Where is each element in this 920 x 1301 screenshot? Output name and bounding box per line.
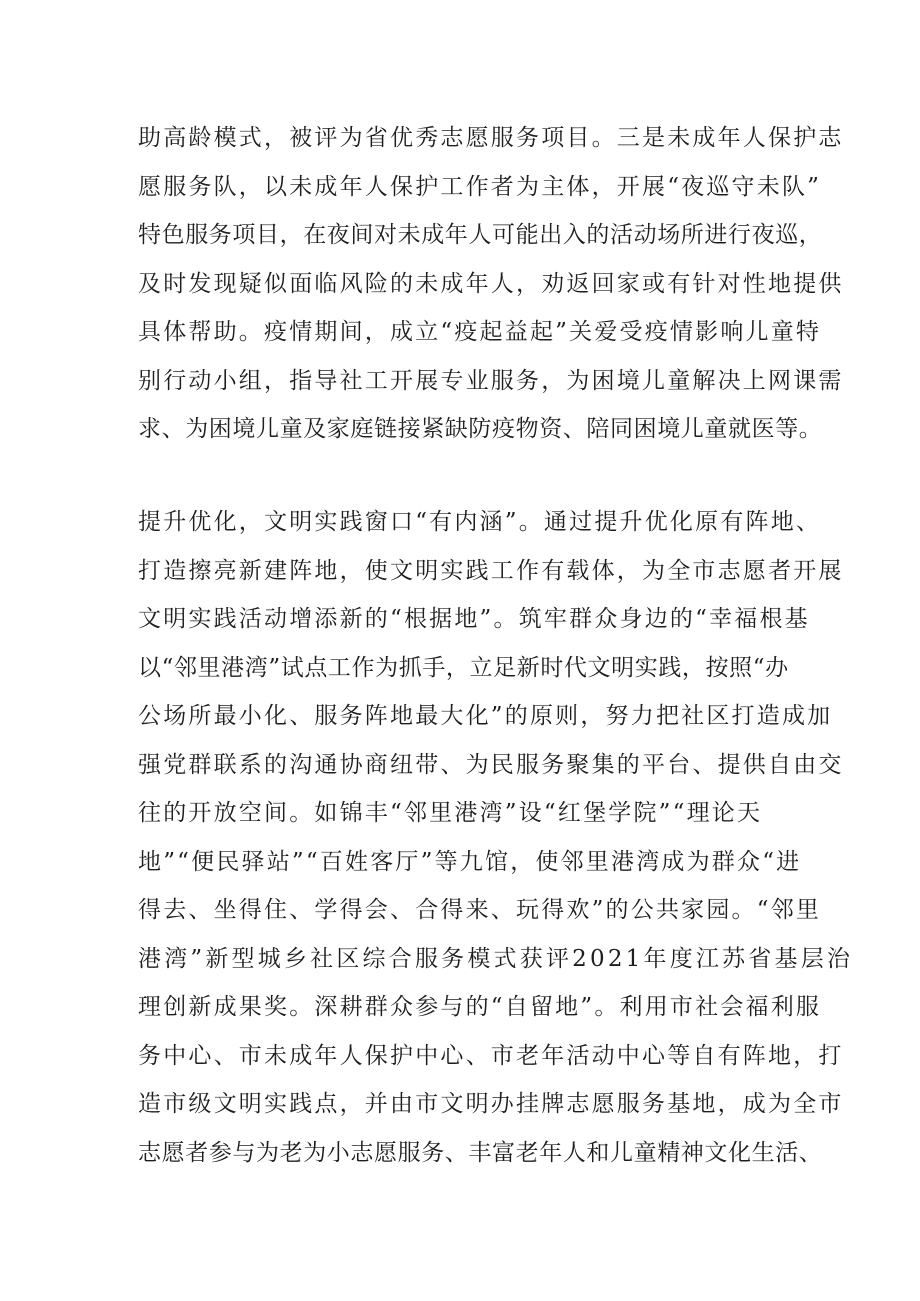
text-line: 造市级文明实践点，并由市文明办挂牌志愿服务基地，成为全市 — [138, 1091, 844, 1117]
text-line: 及时发现疑似面临风险的未成年人，劝返回家或有针对性地提供 — [138, 270, 844, 297]
text-line: 打造擦亮新建阵地，使文明实践工作有载体，为全市志愿者开展 — [138, 557, 844, 584]
paragraph-civilization-practice-window — [138, 498, 854, 1177]
text-line: 公场所最小化、服务阵地最大化”的原则，努力把社区打造成加 — [138, 703, 833, 729]
text-line: 强党群联系的沟通协商纽带、为民服务聚集的平台、提供自由交 — [138, 751, 844, 778]
text-line: 求、为困境儿童及家庭链接紧缺防疫物资、陪同困境儿童就医等。 — [138, 416, 823, 442]
text-line: 文明实践活动增添新的“根据地”。筑牢群众身边的“幸福根基 — [138, 606, 810, 632]
paragraph-volunteer-teams — [138, 114, 844, 454]
text-line: 往的开放空间。如锦丰“邻里港湾”设“红堡学院”“理论天 — [138, 800, 763, 826]
text-line: 务中心、市未成年人保护中心、市老年活动中心等自有阵地，打 — [138, 1042, 844, 1069]
text-line: 以“邻里港湾”试点工作为抓手，立足新时代文明实践，按照“办 — [138, 654, 789, 681]
text-line: 愿服务队，以未成年人保护工作者为主体，开展“夜巡守未队” — [138, 173, 822, 200]
text-line: 助高龄模式，被评为省优秀志愿服务项目。三是未成年人保护志 — [138, 125, 844, 151]
text-line: 志愿者参与为老为小志愿服务、丰富老年人和儿童精神文化生活、 — [138, 1139, 823, 1166]
text-line: 港湾”新型城乡社区综合服务模式获评2021年度江苏省基层治 — [138, 945, 854, 972]
text-line: 别行动小组，指导社工开展专业服务，为困境儿童解决上网课需 — [138, 367, 844, 394]
text-line: 地”“便民驿站”“百姓客厅”等九馆，使邻里港湾成为群众“进 — [138, 848, 802, 875]
text-line: 理创新成果奖。深耕群众参与的“自留地”。利用市社会福利服 — [138, 994, 822, 1020]
text-line: 特色服务项目，在夜间对未成年人可能出入的活动场所进行夜巡， — [138, 222, 823, 248]
text-line: 具体帮助。疫情期间，成立“疫起益起”关爱受疫情影响儿童特 — [138, 319, 822, 345]
text-line: 得去、坐得住、学得会、合得来、玩得欢”的公共家园。“邻里 — [138, 897, 822, 923]
text-line: 提升优化，文明实践窗口“有内涵”。通过提升优化原有阵地、 — [138, 509, 822, 535]
